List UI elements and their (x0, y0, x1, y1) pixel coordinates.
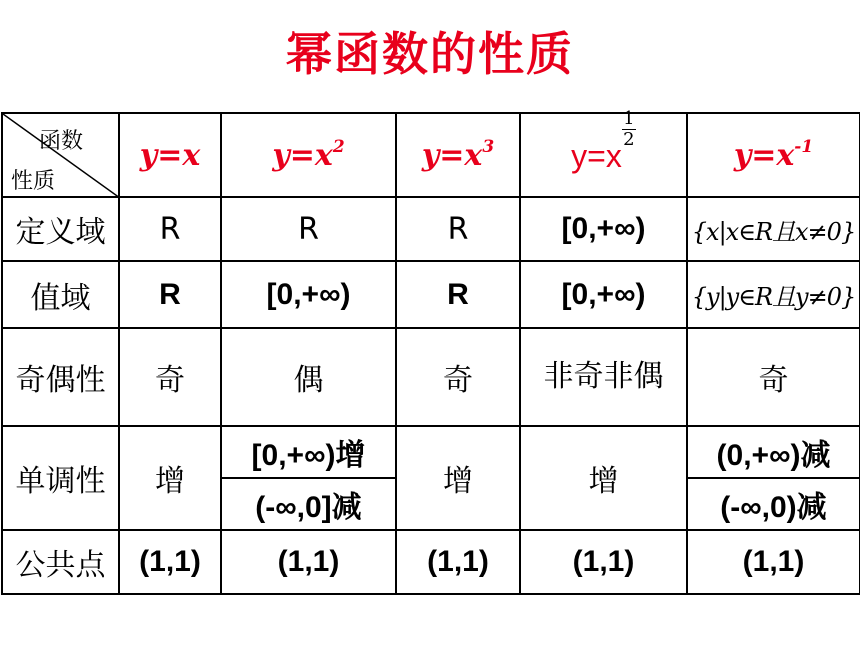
cell-common-3: (1,1) (396, 530, 520, 594)
cell-domain-3: R (396, 197, 520, 261)
cell-parity-1: 奇 (119, 328, 221, 426)
cell-range-2: [0,+∞) (221, 261, 396, 328)
cell-common-5: (1,1) (687, 530, 860, 594)
cell-range-5: {y|y∈R且y≠0} (687, 261, 860, 328)
exponent-fraction: $\frac{1}{2}$ (623, 107, 635, 150)
header-function-1: y=x (119, 113, 221, 197)
header-function-2: $y=x^2$ (221, 113, 396, 197)
cell-common-4: (1,1) (520, 530, 687, 594)
cell-mono-5-bottom: (-∞,0)减 (687, 478, 860, 530)
cell-parity-5: 奇 (687, 328, 860, 426)
header-row (2, 113, 860, 197)
cell-range-1: R (119, 261, 221, 328)
cell-domain-5: {x|x∈R且x≠0} (687, 197, 860, 261)
power-function-properties-table (1, 107, 860, 595)
cell-common-2: (1,1) (221, 530, 396, 594)
row-parity (2, 328, 860, 426)
cell-domain-4: [0,+∞) (520, 197, 687, 261)
cell-range-4: [0,+∞) (520, 261, 687, 328)
row-monotonicity-top (2, 426, 860, 478)
cell-parity-2: 偶 (221, 328, 396, 426)
page-title: 幂函数的性质 (286, 27, 574, 81)
cell-mono-4: 增 (520, 426, 687, 530)
row-label-common-point: 公共点 (2, 530, 119, 594)
header-function-4: y=x $\frac{1}{2}$ (520, 113, 687, 197)
cell-parity-3: 奇 (396, 328, 520, 426)
header-function-5: $y=x^{-1}$ (687, 113, 860, 197)
cell-mono-5-top: (0,+∞)减 (687, 426, 860, 478)
row-range (2, 261, 860, 328)
cell-range-3: R (396, 261, 520, 328)
cell-common-1: (1,1) (119, 530, 221, 594)
cell-mono-2-top: [0,+∞)增 (221, 426, 396, 478)
cell-mono-3: 增 (396, 426, 520, 530)
row-label-monotonicity: 单调性 (2, 426, 119, 530)
row-label-domain: 定义域 (2, 197, 119, 261)
row-label-parity: 奇偶性 (2, 328, 119, 426)
cell-mono-1: 增 (119, 426, 221, 530)
cell-domain-1: R (119, 197, 221, 261)
corner-cell (2, 113, 119, 197)
corner-label-function: 函数 (39, 129, 84, 154)
row-domain (2, 197, 860, 261)
corner-label-property: 性质 (11, 169, 56, 194)
row-common-point (2, 530, 860, 594)
header-function-3: $y=x^3$ (396, 113, 520, 197)
row-label-range: 值域 (2, 261, 119, 328)
cell-mono-2-bottom: (-∞,0]减 (221, 478, 396, 530)
cell-domain-2: R (221, 197, 396, 261)
cell-parity-4: 非奇非偶 (520, 328, 687, 426)
